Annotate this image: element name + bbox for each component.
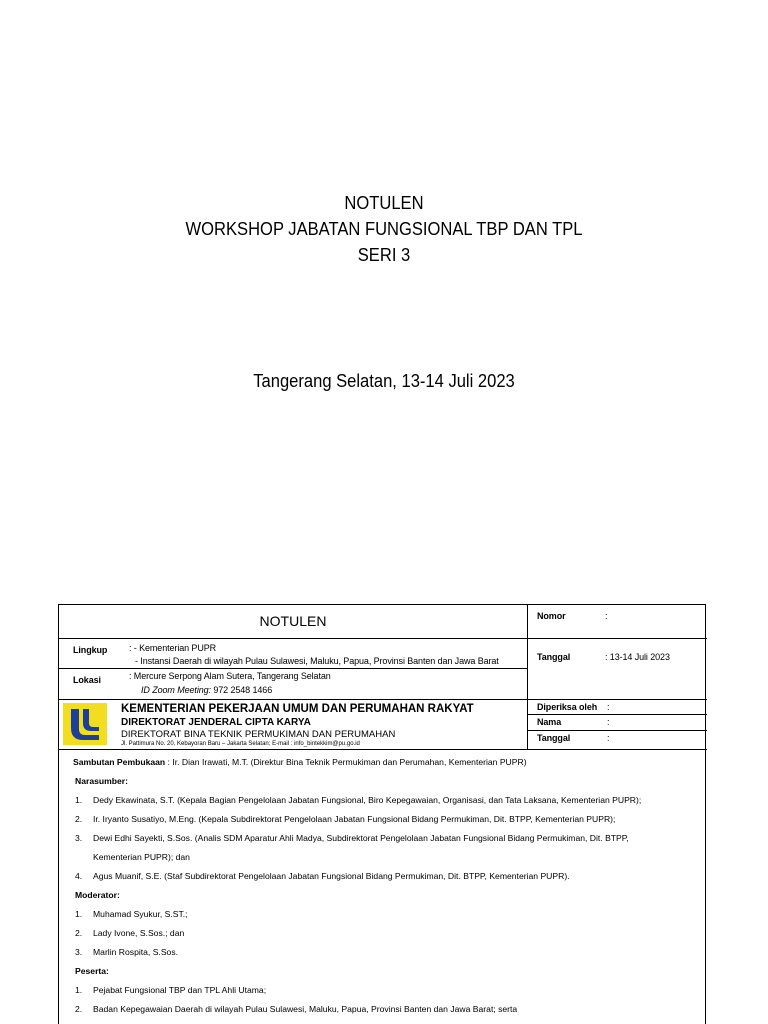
cover-title-line-3: SERI 3 xyxy=(357,245,411,265)
list-number: 1. xyxy=(75,795,83,805)
cover-title-line-1: NOTULEN xyxy=(344,193,424,213)
list-text: Ir. Iryanto Susatiyo, M.Eng. (Kepala Subdirektorat Pengelolaan Jabatan Fungsional Bidang Permukiman, Dit. BTPP, Kementerian PUPR); xyxy=(93,814,616,824)
cover-title-line-2: WORKSHOP JABATAN FUNGSIONAL TBP DAN TPL xyxy=(185,219,583,239)
cover-place-date xyxy=(0,368,768,394)
list-text: Marlin Rospita, S.Sos. xyxy=(93,947,179,957)
pupr-logo xyxy=(63,703,107,745)
cover-title xyxy=(0,190,768,268)
list-number: 3. xyxy=(75,947,83,957)
dirjen-name: DIREKTORAT JENDERAL CIPTA KARYA xyxy=(121,717,311,728)
divider xyxy=(527,714,707,715)
tanggal2-label: Tanggal xyxy=(537,733,571,743)
sambutan-line xyxy=(73,753,695,772)
list-text: Dedy Ekawinata, S.T. (Kepala Bagian Pengelolaan Jabatan Fungsional, Biro Kepegawaian, Organisasi, dan Tata Laksana, Kementerian PUPR); xyxy=(93,795,642,805)
divider xyxy=(527,605,528,749)
list-item xyxy=(75,848,695,867)
form-heading: NOTULEN xyxy=(259,613,327,629)
divider xyxy=(59,699,707,700)
list-text: Badan Kepegawaian Daerah di wilayah Pulau Sulawesi, Maluku, Papua, Provinsi Banten dan Jawa Barat; serta xyxy=(93,1004,518,1014)
list-text: Pejabat Fungsional TBP dan TPL Ahli Utama; xyxy=(93,985,267,995)
list-item xyxy=(75,1000,695,1019)
lokasi-label: Lokasi xyxy=(73,675,101,685)
sambutan-label: Sambutan Pembukaan xyxy=(73,757,166,767)
divider xyxy=(59,638,527,639)
divider xyxy=(59,749,707,750)
nama-value: : xyxy=(607,717,610,727)
diperiksa-value: : xyxy=(607,702,610,712)
list-number: 1. xyxy=(75,909,83,919)
divider xyxy=(527,730,707,731)
notulen-form xyxy=(58,604,706,1024)
list-text: Dewi Edhi Sayekti, S.Sos. (Analis SDM Aparatur Ahli Madya, Subdirektorat Pengelolaan Jabatan Fungsional Bidang Permukiman, Dit. BTPP, xyxy=(93,833,629,843)
list-text: Muhamad Syukur, S.ST.; xyxy=(93,909,188,919)
lokasi-line-1: : Mercure Serpong Alam Sutera, Tangerang Selatan xyxy=(129,671,331,681)
list-item xyxy=(75,867,695,886)
lingkup-label: Lingkup xyxy=(73,645,108,655)
lingkup-line-1: : - Kementerian PUPR xyxy=(129,643,217,653)
list-number: 1. xyxy=(75,985,83,995)
peserta-heading: Peserta: xyxy=(75,966,109,976)
notulen-body xyxy=(75,753,695,1019)
tanggal2-value: : xyxy=(607,733,610,743)
ministry-address: Jl. Pattimura No. 20, Kebayoran Baru – Jakarta Selatan; E-mail : info_bintekkim@pu.go.id xyxy=(121,741,360,747)
list-item xyxy=(75,905,695,924)
list-item xyxy=(75,791,695,810)
list-item xyxy=(75,829,695,848)
list-number: 2. xyxy=(75,928,83,938)
list-item xyxy=(75,943,695,962)
place-date-text: Tangerang Selatan, 13-14 Juli 2023 xyxy=(253,371,515,391)
sambutan-text: : Ir. Dian Irawati, M.T. (Direktur Bina Teknik Permukiman dan Perumahan, Kementerian PUPR) xyxy=(165,757,527,767)
tanggal-value: : 13-14 Juli 2023 xyxy=(605,652,670,662)
list-text: Lady Ivone, S.Sos.; dan xyxy=(93,928,185,938)
moderator-heading: Moderator: xyxy=(75,890,120,900)
lingkup-line-2: - Instansi Daerah di wilayah Pulau Sulawesi, Maluku, Papua, Provinsi Banten dan Jawa Barat xyxy=(135,656,499,666)
list-number: 4. xyxy=(75,871,83,881)
zoom-value: 972 2548 1466 xyxy=(210,685,273,695)
nomor-value: : xyxy=(605,611,608,621)
list-item xyxy=(75,810,695,829)
diperiksa-label: Diperiksa oleh xyxy=(537,702,598,712)
nomor-label: Nomor xyxy=(537,611,566,621)
divider xyxy=(59,668,527,669)
nama-label: Nama xyxy=(537,717,562,727)
pupr-logo-icon xyxy=(63,703,107,745)
list-number: 2. xyxy=(75,814,83,824)
divider xyxy=(527,638,707,639)
narasumber-heading: Narasumber: xyxy=(75,776,129,786)
list-number: 2. xyxy=(75,1004,83,1014)
tanggal-label: Tanggal xyxy=(537,652,571,662)
list-item xyxy=(75,924,695,943)
list-number: 3. xyxy=(75,833,83,843)
direktorat-name: DIREKTORAT BINA TEKNIK PERMUKIMAN DAN PERUMAHAN xyxy=(121,729,396,740)
list-item xyxy=(75,981,695,1000)
list-text: Kementerian PUPR); dan xyxy=(93,852,190,862)
zoom-label: ID Zoom Meeting: xyxy=(141,685,211,695)
list-text: Agus Muanif, S.E. (Staf Subdirektorat Pengelolaan Jabatan Fungsional Bidang Permukiman, Dit. BTPP, Kementerian PUPR). xyxy=(93,871,570,881)
ministry-name: KEMENTERIAN PEKERJAAN UMUM DAN PERUMAHAN RAKYAT xyxy=(121,703,474,715)
